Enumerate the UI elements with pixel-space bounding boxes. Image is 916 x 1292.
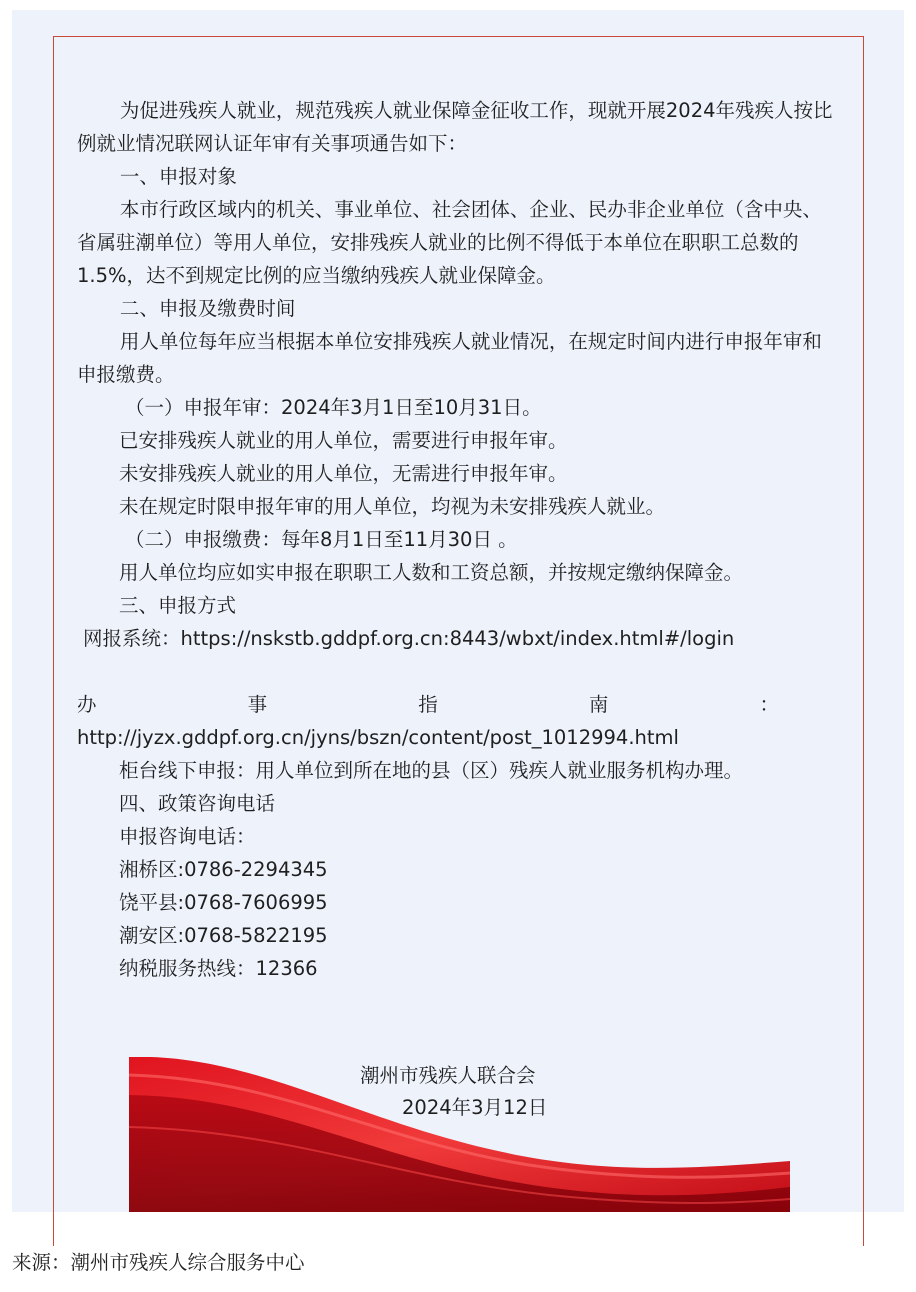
item1-heading: （一）申报年审：2024年3月1日至10月31日。 (125, 396, 542, 419)
source-line: 来源：潮州市残疾人综合服务中心 (12, 1251, 305, 1274)
signature-org: 潮州市残疾人联合会 (360, 1064, 536, 1087)
section1-body: 本市行政区域内的机关、事业单位、社会团体、企业、民办非企业单位（含中央、省属驻潮单位）等用人单位，安排残疾人就业的比例不得低于本单位在职职工总数的1.5%，达不到规定比例的应当缴纳残疾人就业保障金。 (77, 198, 822, 287)
intro-paragraph: 为促进残疾人就业，规范残疾人就业保障金征收工作，现就开展2024年残疾人按比例就业情况联网认证年审有关事项通告如下： (77, 99, 833, 155)
phone-xiangqiao: 湘桥区:0786-2294345 (119, 858, 328, 881)
hotline-heading: 申报咨询电话： (119, 825, 256, 848)
section2-body: 用人单位每年应当根据本单位安排残疾人就业情况，在规定时间内进行申报年审和申报缴费。 (77, 330, 822, 386)
phone-raoping: 饶平县:0768-7606995 (119, 891, 328, 914)
item2-heading: （二）申报缴费：每年8月1日至11月30日 。 (125, 528, 518, 551)
section1-heading: 一、申报对象 (119, 165, 237, 188)
item1-line3: 未在规定时限申报年审的用人单位，均视为未安排残疾人就业。 (119, 495, 666, 518)
spacer (77, 655, 839, 688)
guide-link[interactable]: http://jyzx.gddpf.org.cn/jyns/bszn/content/post_1012994.html (77, 726, 679, 749)
signature-date: 2024年3月12日 (402, 1096, 548, 1119)
counter-report: 柜台线下申报：用人单位到所在地的县（区）残疾人就业服务机构办理。 (119, 759, 744, 782)
phone-tax: 纳税服务热线：12366 (119, 957, 318, 980)
item2-line1: 用人单位均应如实申报在职职工人数和工资总额，并按规定缴纳保障金。 (119, 561, 744, 584)
notice-body (77, 94, 839, 985)
section4-heading: 四、政策咨询电话 (119, 792, 276, 815)
phone-chaoan: 潮安区:0768-5822195 (119, 924, 328, 947)
online-system-link[interactable]: 网报系统：https://nskstb.gddpf.org.cn:8443/wbxt/index.html#/login (83, 627, 735, 650)
item1-line2: 未安排残疾人就业的用人单位，无需进行申报年审。 (119, 462, 568, 485)
guide-label: 办事指南： (77, 693, 839, 716)
section2-heading: 二、申报及缴费时间 (119, 297, 296, 320)
section3-heading: 三、申报方式 (119, 594, 237, 617)
item1-line1: 已安排残疾人就业的用人单位，需要进行申报年审。 (119, 429, 568, 452)
